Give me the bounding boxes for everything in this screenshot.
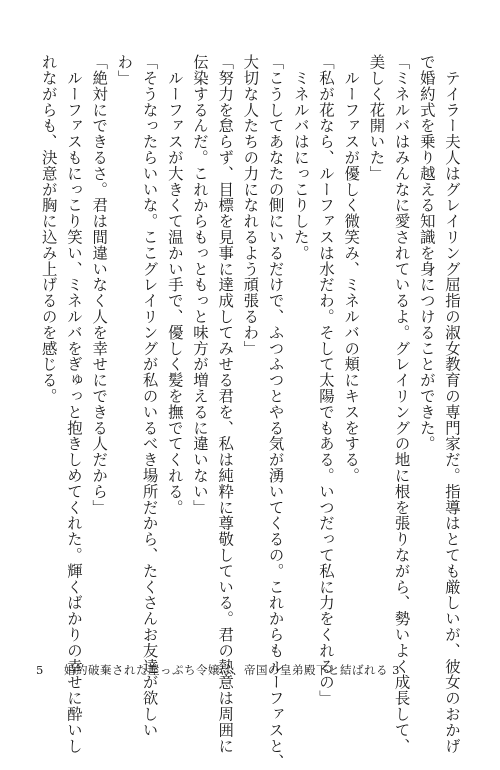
text-line: ルーファスもにっこり笑い、ミネルバをぎゅっと抱きしめてくれた。輝くばかりの幸せに酔いし [64, 54, 83, 754]
text-line: テイラー夫人はグレイリング屈指の淑女教育の専門家だ。指導はとても厳しいが、彼女のおかげ [443, 54, 461, 754]
text-line: 「こうしてあなたの側にいるだけで、ふつふつとやる気が湧いてくるの。これからもルーファスと、 [266, 54, 285, 770]
text-line: ミネルバはにっこりした。 [291, 54, 310, 261]
text-line: 「ミネルバはみんなに愛されているよ。グレイリングの地に根を張りながら、勢いよく成長して、 [392, 54, 411, 754]
text-line: わ」 [115, 54, 134, 86]
text-line: 美しく花開いた」 [367, 54, 386, 182]
text-line: ルーファスが優しく微笑み、ミネルバの頬にキスをする。 [342, 54, 361, 484]
text-line: れながらも、決意が胸に込み上げるのを感じる。 [39, 54, 58, 404]
text-line: 「そうなったらいいな。ここグレイリングが私のいるべき場所だから、たくさんお友達が欲しい [140, 54, 159, 738]
page-number: 5 [36, 663, 44, 677]
text-line: で婚約式を乗り越える知識を身につけることができた。 [417, 54, 436, 452]
text-line: 「絶対にできるさ。君は間違いなく人を幸せにできる人だから」 [90, 54, 109, 516]
text-line: 「努力を怠らず、目標を見事に達成してみせる君を、私は純粋に尊敬している。君の熱意は周囲に [216, 54, 235, 754]
text-line: 「私が花なら、ルーファスは水だわ。そして太陽でもある。いつだって私に力をくれるの」 [316, 54, 335, 706]
page-footer [36, 662, 464, 678]
text-line: 伝染するんだ。これからもっともっと味方が増えるに違いない」 [190, 54, 209, 516]
text-line: 大切な人たちの力になれるよう頑張るわ」 [241, 54, 260, 357]
text-line: ルーファスが大きくて温かい手で、優しく髪を撫でてくれる。 [165, 54, 184, 516]
running-title: 婚約破棄された崖っぷち令嬢は、帝国の皇弟殿下と結ばれる 3 [64, 663, 400, 677]
